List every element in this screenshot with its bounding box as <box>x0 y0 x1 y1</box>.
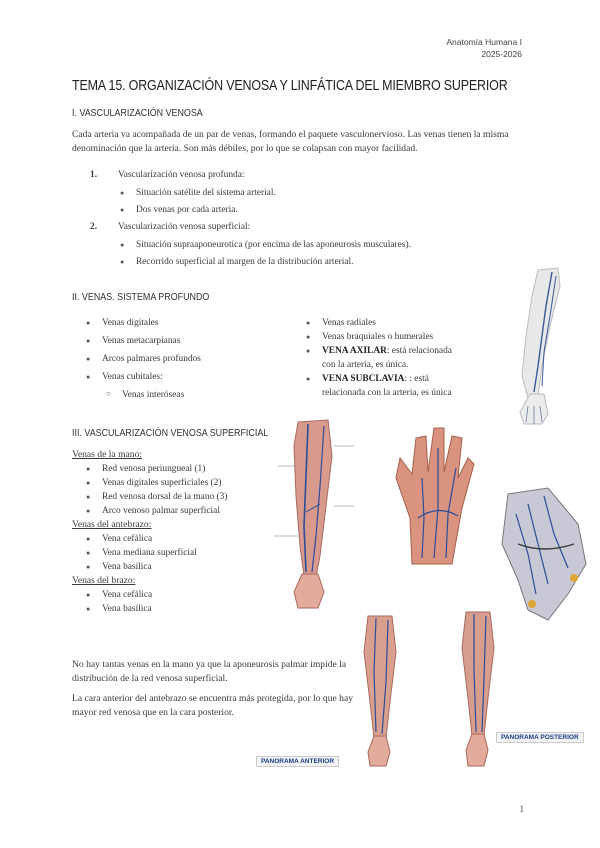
section-2-heading: II. VENAS. SISTEMA PROFUNDO <box>72 291 210 303</box>
panorama-anterior-badge: PANORAMA ANTERIOR <box>256 756 339 767</box>
section-2-right-list <box>306 316 456 400</box>
anterior-arm-vein-illustration <box>268 416 362 612</box>
group-label: Venas del brazo: <box>72 575 136 586</box>
page-header <box>446 36 522 60</box>
list-item: ● VENA AXILAR: está relacionada con la arteria, es única. <box>306 344 456 372</box>
course-name: Anatomía Humana I <box>446 37 522 47</box>
hand-dorsal-vein-illustration <box>382 418 486 566</box>
list-item: ● Situación supraaponeurotica (por encima de las aponeurosis musculares). <box>120 238 530 252</box>
list-item: ● Venas digitales <box>86 316 286 330</box>
list-item: ○ Venas interóseas <box>106 388 286 402</box>
list-item: ● Situación satélite del sistema arterial. <box>120 186 530 200</box>
section-1-heading: I. VASCULARIZACIÓN VENOSA <box>72 107 203 119</box>
list-item: ● Red venosa dorsal de la mano (3) <box>86 490 272 504</box>
list-item: ● Venas metacarpianas <box>86 334 286 348</box>
list-item: ● Arco venoso palmar superficial <box>86 504 272 518</box>
list-item: ● Venas radiales <box>306 316 456 330</box>
page-number: 1 <box>519 804 524 814</box>
list-item: ● Vena basílica <box>86 602 272 616</box>
list-item: 1. Vascularización venosa profunda: <box>90 170 245 180</box>
list-item: ● Venas braquiales o humerales <box>306 330 456 344</box>
section-3-heading: III. VASCULARIZACIÓN VENOSA SUPERFICIAL <box>72 427 269 439</box>
section-1-paragraph: Cada arteria va acompañada de un par de venas, formando el paquete vasculonervioso. Las venas tienen la misma denominación que la arteria. Son más débiles, por lo que se colapsan con mayor facilidad. <box>72 129 509 154</box>
list-item: ● Vena basílica <box>86 560 272 574</box>
section-1-list <box>90 168 530 269</box>
section-3-paragraph-1: No hay tantas venas en la mano ya que la aponeurosis palmar impide la distribución de la red venosa superficial. <box>72 659 347 684</box>
hand-palmar-vein-illustration <box>488 484 592 624</box>
list-item: ● Vena mediana superficial <box>86 546 272 560</box>
full-arm-anterior-illustration <box>352 612 406 768</box>
page-title: TEMA 15. ORGANIZACIÓN VENOSA Y LINFÁTICA DEL MIEMBRO SUPERIOR <box>72 78 508 94</box>
list-item: ● Vena cefálica <box>86 532 272 546</box>
list-item: ● Vena cefálica <box>86 588 272 602</box>
list-item: ● Arcos palmares profundos <box>86 352 286 366</box>
group-label: Venas del antebrazo: <box>72 519 152 530</box>
section-3-paragraph-2: La cara anterior del antebrazo se encuentra más protegida, por lo que hay mayor red venosa que en la cara posterior. <box>72 693 354 718</box>
list-item: ● Venas cubitales: <box>86 370 286 384</box>
posterior-arm-vein-illustration <box>498 266 570 426</box>
list-item: ● Dos venas por cada arteria. <box>120 203 530 217</box>
panorama-posterior-badge: PANORAMA POSTERIOR <box>496 732 584 743</box>
list-item: ● Red venosa periungueal (1) <box>86 462 272 476</box>
list-item: 2. Vascularización venosa superficial: <box>90 222 251 232</box>
list-item: ● Venas digitales superficiales (2) <box>86 476 272 490</box>
full-arm-posterior-illustration <box>448 608 508 768</box>
section-3-lists <box>72 448 272 616</box>
list-item: ● VENA SUBCLAVIA: : está relacionada con la arteria, es única <box>306 372 456 400</box>
group-label: Venas de la mano: <box>72 449 143 460</box>
section-2-left-list <box>86 316 286 402</box>
list-item: ● Recorrido superficial al margen de la distribución arterial. <box>120 255 530 269</box>
course-year: 2025-2026 <box>481 49 522 59</box>
